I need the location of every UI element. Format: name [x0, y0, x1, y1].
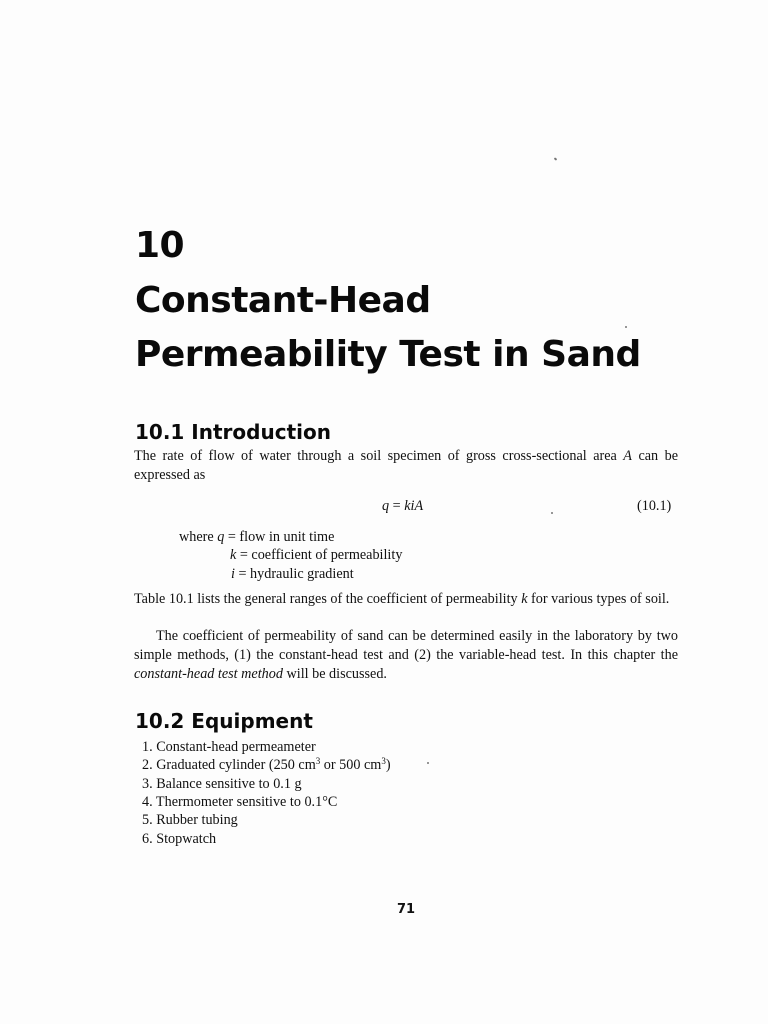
chapter-title-line-1: Constant-Head: [135, 280, 431, 321]
definition-q: where q = flow in unit time: [179, 529, 335, 545]
page-number: 71: [397, 902, 416, 917]
intro-paragraph-2: Table 10.1 lists the general ranges of the coefficient of permeability k for various types of soil.: [134, 591, 670, 607]
equipment-item-2: 2. Graduated cylinder (250 $cm^3$ or 500 $cm^3$): [142, 756, 391, 773]
equipment-item-6: 6. Stopwatch: [142, 831, 217, 847]
scan-speck: [554, 157, 558, 160]
equation: q = kiA: [382, 498, 424, 514]
scan-speck: [625, 326, 627, 328]
equipment-item-3: 3. Balance sensitive to 0.1 g: [142, 776, 302, 792]
chapter-number: 10: [135, 225, 185, 266]
definition-k: k = coefficient of permeability: [230, 547, 403, 563]
chapter-title-line-2: Permeability Test in Sand: [135, 334, 641, 375]
scan-speck: [551, 512, 553, 514]
intro-paragraph-3: The coefficient of permeability of sand can be determined easily in the laboratory by two simple methods, (1) the constant-head test and (2) the variable-head test. In this chapter the constant-head test method will be discussed.: [134, 628, 678, 682]
equipment-item-5: 5. Rubber tubing: [142, 812, 238, 828]
section-heading-equipment: 10.2 Equipment: [135, 709, 313, 733]
scan-speck: [427, 762, 429, 764]
intro-paragraph-1: The rate of flow of water through a soil specimen of gross cross-sectional area A can be expressed as: [134, 448, 678, 483]
equipment-item-1: 1. Constant-head permeameter: [142, 739, 316, 755]
definition-i: i = hydraulic gradient: [231, 566, 354, 582]
equation-number: (10.1): [637, 498, 672, 514]
section-heading-introduction: 10.1 Introduction: [135, 420, 331, 444]
equipment-item-4: 4. Thermometer sensitive to 0.1°C: [142, 794, 338, 810]
